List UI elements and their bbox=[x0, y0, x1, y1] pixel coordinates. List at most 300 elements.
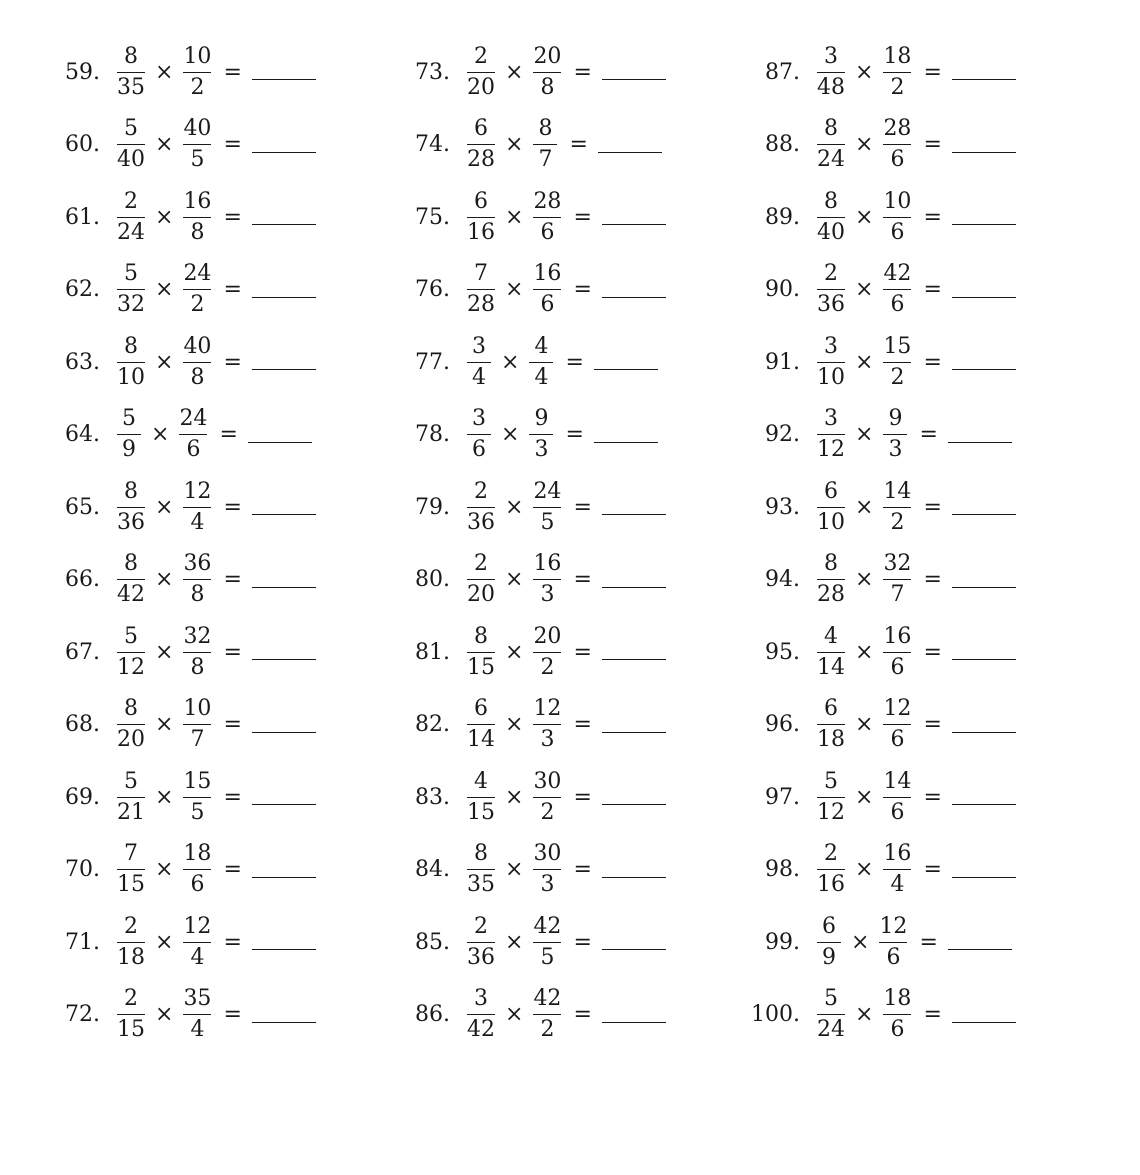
multiply-sign: × bbox=[155, 59, 174, 85]
answer-blank[interactable] bbox=[602, 731, 666, 733]
multiply-sign: × bbox=[855, 204, 874, 230]
problem-number: 66. bbox=[65, 567, 100, 593]
second-numerator: 32 bbox=[183, 623, 212, 649]
second-fraction bbox=[530, 694, 564, 755]
problem-number: 71. bbox=[65, 929, 100, 955]
equals-sign: = bbox=[573, 204, 592, 230]
equals-sign: = bbox=[573, 1002, 592, 1028]
problem-number: 70. bbox=[65, 857, 100, 883]
first-numerator: 8 bbox=[124, 43, 138, 69]
problem-row bbox=[350, 36, 666, 109]
second-numerator: 30 bbox=[533, 841, 562, 867]
answer-blank[interactable] bbox=[252, 586, 316, 588]
equals-sign: = bbox=[573, 784, 592, 810]
first-denominator: 48 bbox=[817, 74, 845, 100]
equals-sign: = bbox=[223, 567, 242, 593]
answer-blank[interactable] bbox=[252, 513, 316, 515]
answer-blank[interactable] bbox=[252, 151, 316, 153]
second-fraction bbox=[530, 259, 564, 320]
second-denominator: 6 bbox=[890, 654, 905, 680]
first-denominator: 12 bbox=[817, 799, 845, 825]
multiply-sign: × bbox=[155, 784, 174, 810]
equals-sign: = bbox=[223, 1002, 242, 1028]
multiply-sign: × bbox=[155, 929, 174, 955]
answer-blank[interactable] bbox=[602, 78, 666, 80]
problem-column-1 bbox=[0, 36, 316, 1051]
second-fraction bbox=[180, 114, 214, 175]
answer-blank[interactable] bbox=[252, 368, 316, 370]
first-denominator: 18 bbox=[117, 944, 145, 970]
first-numerator: 8 bbox=[824, 188, 838, 214]
problem-number: 82. bbox=[415, 712, 450, 738]
second-denominator: 8 bbox=[190, 654, 205, 680]
equals-sign: = bbox=[223, 857, 242, 883]
multiply-sign: × bbox=[505, 132, 524, 158]
answer-blank[interactable] bbox=[248, 441, 312, 443]
first-denominator: 6 bbox=[472, 437, 486, 463]
first-numerator: 8 bbox=[124, 696, 138, 722]
problem-number: 77. bbox=[415, 349, 450, 375]
first-numerator: 8 bbox=[474, 623, 488, 649]
second-fraction bbox=[880, 984, 914, 1045]
first-denominator: 9 bbox=[122, 437, 136, 463]
second-denominator: 2 bbox=[890, 509, 905, 535]
first-fraction bbox=[114, 187, 148, 248]
second-numerator: 10 bbox=[183, 43, 212, 69]
answer-blank[interactable] bbox=[602, 586, 666, 588]
second-numerator: 18 bbox=[883, 986, 912, 1012]
problem-number: 100. bbox=[751, 1002, 800, 1028]
first-numerator: 6 bbox=[474, 696, 488, 722]
multiply-sign: × bbox=[855, 712, 874, 738]
second-numerator: 9 bbox=[888, 406, 903, 432]
second-numerator: 36 bbox=[183, 551, 212, 577]
second-numerator: 30 bbox=[533, 768, 562, 794]
multiply-sign: × bbox=[155, 857, 174, 883]
problem-row bbox=[350, 906, 666, 979]
first-denominator: 10 bbox=[817, 509, 845, 535]
second-denominator: 6 bbox=[890, 727, 905, 753]
problem-row bbox=[350, 689, 666, 762]
answer-blank[interactable] bbox=[602, 513, 666, 515]
second-numerator: 16 bbox=[883, 623, 912, 649]
second-denominator: 6 bbox=[540, 292, 555, 318]
equals-sign: = bbox=[923, 349, 942, 375]
second-denominator: 3 bbox=[534, 437, 549, 463]
first-denominator: 12 bbox=[817, 437, 845, 463]
second-numerator: 42 bbox=[883, 261, 912, 287]
answer-blank[interactable] bbox=[948, 441, 1012, 443]
first-denominator: 16 bbox=[817, 872, 845, 898]
second-denominator: 2 bbox=[190, 292, 205, 318]
first-numerator: 4 bbox=[824, 623, 838, 649]
second-denominator: 6 bbox=[186, 437, 201, 463]
second-fraction bbox=[180, 477, 214, 538]
equals-sign: = bbox=[923, 132, 942, 158]
first-denominator: 14 bbox=[467, 727, 495, 753]
answer-blank[interactable] bbox=[602, 948, 666, 950]
first-numerator: 2 bbox=[824, 841, 838, 867]
problem-number: 83. bbox=[415, 784, 450, 810]
equals-sign: = bbox=[223, 929, 242, 955]
problem-row bbox=[700, 616, 1016, 689]
second-fraction bbox=[180, 694, 214, 755]
first-numerator: 8 bbox=[824, 551, 838, 577]
answer-blank[interactable] bbox=[252, 1021, 316, 1023]
answer-blank[interactable] bbox=[952, 78, 1016, 80]
first-denominator: 40 bbox=[117, 147, 145, 173]
second-numerator: 18 bbox=[183, 841, 212, 867]
answer-blank[interactable] bbox=[252, 296, 316, 298]
multiply-sign: × bbox=[505, 639, 524, 665]
second-denominator: 8 bbox=[190, 364, 205, 390]
second-denominator: 2 bbox=[540, 654, 555, 680]
first-denominator: 20 bbox=[467, 74, 495, 100]
equals-sign: = bbox=[923, 494, 942, 520]
first-denominator: 12 bbox=[117, 654, 145, 680]
equals-sign: = bbox=[223, 784, 242, 810]
first-denominator: 36 bbox=[467, 944, 495, 970]
first-numerator: 5 bbox=[124, 261, 138, 287]
answer-blank[interactable] bbox=[602, 1021, 666, 1023]
first-numerator: 2 bbox=[824, 261, 838, 287]
second-fraction bbox=[180, 259, 214, 320]
first-fraction bbox=[814, 839, 848, 900]
first-fraction bbox=[464, 404, 494, 465]
multiply-sign: × bbox=[151, 422, 170, 448]
first-fraction bbox=[814, 187, 848, 248]
multiply-sign: × bbox=[155, 1002, 174, 1028]
problem-row bbox=[0, 616, 316, 689]
first-denominator: 14 bbox=[817, 654, 845, 680]
second-numerator: 20 bbox=[533, 623, 562, 649]
second-denominator: 2 bbox=[540, 1017, 555, 1043]
second-denominator: 3 bbox=[540, 872, 555, 898]
first-numerator: 3 bbox=[474, 986, 488, 1012]
second-numerator: 18 bbox=[883, 43, 912, 69]
problem-row bbox=[350, 834, 666, 907]
second-fraction bbox=[180, 984, 214, 1045]
first-denominator: 15 bbox=[117, 872, 145, 898]
multiply-sign: × bbox=[155, 639, 174, 665]
first-numerator: 5 bbox=[124, 623, 138, 649]
first-fraction bbox=[814, 404, 848, 465]
problem-row bbox=[0, 834, 316, 907]
equals-sign: = bbox=[565, 349, 584, 375]
second-fraction bbox=[880, 259, 914, 320]
first-denominator: 28 bbox=[467, 147, 495, 173]
answer-blank[interactable] bbox=[952, 368, 1016, 370]
second-fraction bbox=[180, 912, 214, 973]
equals-sign: = bbox=[923, 857, 942, 883]
answer-blank[interactable] bbox=[952, 1021, 1016, 1023]
first-fraction bbox=[114, 404, 144, 465]
second-fraction bbox=[876, 912, 910, 973]
answer-blank[interactable] bbox=[602, 296, 666, 298]
answer-blank[interactable] bbox=[602, 876, 666, 878]
second-fraction bbox=[880, 839, 914, 900]
first-denominator: 24 bbox=[817, 1017, 845, 1043]
equals-sign: = bbox=[573, 277, 592, 303]
multiply-sign: × bbox=[155, 277, 174, 303]
multiply-sign: × bbox=[855, 1002, 874, 1028]
second-denominator: 7 bbox=[890, 582, 905, 608]
multiply-sign: × bbox=[505, 712, 524, 738]
first-fraction bbox=[464, 839, 498, 900]
problem-number: 68. bbox=[65, 712, 100, 738]
equals-sign: = bbox=[223, 639, 242, 665]
first-numerator: 5 bbox=[824, 986, 838, 1012]
second-numerator: 28 bbox=[533, 188, 562, 214]
first-numerator: 5 bbox=[124, 116, 138, 142]
second-fraction bbox=[530, 549, 564, 610]
problem-row bbox=[700, 399, 1016, 472]
answer-blank[interactable] bbox=[952, 296, 1016, 298]
second-fraction bbox=[530, 767, 564, 828]
problem-number: 92. bbox=[765, 422, 800, 448]
equals-sign: = bbox=[919, 422, 938, 448]
answer-blank[interactable] bbox=[252, 803, 316, 805]
second-numerator: 28 bbox=[883, 116, 912, 142]
first-numerator: 3 bbox=[824, 333, 838, 359]
second-fraction bbox=[526, 404, 556, 465]
equals-sign: = bbox=[923, 277, 942, 303]
multiply-sign: × bbox=[855, 857, 874, 883]
first-denominator: 36 bbox=[467, 509, 495, 535]
first-fraction bbox=[814, 259, 848, 320]
answer-blank[interactable] bbox=[952, 513, 1016, 515]
answer-blank[interactable] bbox=[594, 441, 658, 443]
first-denominator: 42 bbox=[467, 1017, 495, 1043]
equals-sign: = bbox=[569, 132, 588, 158]
problem-row bbox=[0, 906, 316, 979]
first-fraction bbox=[114, 549, 148, 610]
second-denominator: 4 bbox=[190, 944, 205, 970]
answer-blank[interactable] bbox=[952, 151, 1016, 153]
answer-blank[interactable] bbox=[252, 223, 316, 225]
first-numerator: 8 bbox=[124, 333, 138, 359]
first-denominator: 20 bbox=[117, 727, 145, 753]
multiply-sign: × bbox=[855, 59, 874, 85]
answer-blank[interactable] bbox=[598, 151, 662, 153]
multiply-sign: × bbox=[501, 349, 520, 375]
first-denominator: 9 bbox=[822, 944, 836, 970]
problem-row bbox=[0, 979, 316, 1052]
first-fraction bbox=[464, 332, 494, 393]
first-fraction bbox=[464, 984, 498, 1045]
first-fraction bbox=[814, 694, 848, 755]
first-fraction bbox=[464, 477, 498, 538]
first-numerator: 6 bbox=[474, 116, 488, 142]
answer-blank[interactable] bbox=[952, 658, 1016, 660]
problem-row bbox=[700, 906, 1016, 979]
first-fraction bbox=[464, 912, 498, 973]
second-fraction bbox=[526, 332, 556, 393]
problem-number: 84. bbox=[415, 857, 450, 883]
problem-number: 88. bbox=[765, 132, 800, 158]
first-fraction bbox=[114, 767, 148, 828]
first-numerator: 8 bbox=[124, 478, 138, 504]
second-fraction bbox=[530, 839, 564, 900]
first-numerator: 2 bbox=[124, 986, 138, 1012]
equals-sign: = bbox=[573, 639, 592, 665]
answer-blank[interactable] bbox=[594, 368, 658, 370]
first-denominator: 35 bbox=[467, 872, 495, 898]
multiply-sign: × bbox=[855, 132, 874, 158]
problem-row bbox=[350, 616, 666, 689]
multiply-sign: × bbox=[505, 929, 524, 955]
equals-sign: = bbox=[573, 59, 592, 85]
first-denominator: 42 bbox=[117, 582, 145, 608]
multiply-sign: × bbox=[851, 929, 870, 955]
second-denominator: 6 bbox=[890, 1017, 905, 1043]
second-numerator: 16 bbox=[183, 188, 212, 214]
first-fraction bbox=[814, 912, 844, 973]
problem-number: 93. bbox=[765, 494, 800, 520]
problem-number: 67. bbox=[65, 639, 100, 665]
problem-number: 65. bbox=[65, 494, 100, 520]
answer-blank[interactable] bbox=[952, 223, 1016, 225]
second-numerator: 12 bbox=[533, 696, 562, 722]
second-fraction bbox=[530, 114, 560, 175]
second-fraction bbox=[880, 332, 914, 393]
second-fraction bbox=[530, 42, 564, 103]
first-denominator: 40 bbox=[817, 219, 845, 245]
problem-number: 99. bbox=[765, 929, 800, 955]
first-fraction bbox=[114, 114, 148, 175]
problem-number: 81. bbox=[415, 639, 450, 665]
second-denominator: 4 bbox=[890, 872, 905, 898]
answer-blank[interactable] bbox=[602, 803, 666, 805]
first-numerator: 8 bbox=[824, 116, 838, 142]
problem-number: 63. bbox=[65, 349, 100, 375]
equals-sign: = bbox=[573, 857, 592, 883]
problem-row bbox=[700, 761, 1016, 834]
first-fraction bbox=[814, 42, 848, 103]
second-numerator: 15 bbox=[883, 333, 912, 359]
first-fraction bbox=[814, 622, 848, 683]
answer-blank[interactable] bbox=[252, 731, 316, 733]
first-denominator: 20 bbox=[467, 582, 495, 608]
first-numerator: 2 bbox=[474, 551, 488, 577]
first-numerator: 6 bbox=[824, 696, 838, 722]
second-fraction bbox=[880, 187, 914, 248]
answer-blank[interactable] bbox=[602, 658, 666, 660]
second-numerator: 32 bbox=[883, 551, 912, 577]
second-fraction bbox=[180, 622, 214, 683]
first-denominator: 28 bbox=[817, 582, 845, 608]
second-numerator: 24 bbox=[179, 406, 208, 432]
problem-row bbox=[700, 181, 1016, 254]
second-numerator: 9 bbox=[534, 406, 549, 432]
first-numerator: 2 bbox=[124, 188, 138, 214]
answer-blank[interactable] bbox=[252, 948, 316, 950]
answer-blank[interactable] bbox=[952, 586, 1016, 588]
problem-number: 74. bbox=[415, 132, 450, 158]
second-fraction bbox=[180, 839, 214, 900]
first-fraction bbox=[464, 114, 498, 175]
problem-number: 96. bbox=[765, 712, 800, 738]
second-numerator: 24 bbox=[533, 478, 562, 504]
multiply-sign: × bbox=[855, 422, 874, 448]
problem-number: 94. bbox=[765, 567, 800, 593]
problem-row bbox=[350, 979, 666, 1052]
first-fraction bbox=[114, 477, 148, 538]
first-fraction bbox=[464, 694, 498, 755]
answer-blank[interactable] bbox=[252, 876, 316, 878]
second-denominator: 5 bbox=[540, 944, 555, 970]
second-numerator: 12 bbox=[883, 696, 912, 722]
problem-column-3 bbox=[700, 36, 1016, 1051]
problem-number: 62. bbox=[65, 277, 100, 303]
second-denominator: 8 bbox=[540, 74, 555, 100]
first-denominator: 32 bbox=[117, 292, 145, 318]
equals-sign: = bbox=[573, 712, 592, 738]
answer-blank[interactable] bbox=[602, 223, 666, 225]
answer-blank[interactable] bbox=[952, 803, 1016, 805]
first-denominator: 28 bbox=[467, 292, 495, 318]
answer-blank[interactable] bbox=[948, 948, 1012, 950]
problem-number: 87. bbox=[765, 59, 800, 85]
first-numerator: 7 bbox=[474, 261, 488, 287]
problem-number: 69. bbox=[65, 784, 100, 810]
problem-row bbox=[0, 761, 316, 834]
first-denominator: 18 bbox=[817, 727, 845, 753]
first-numerator: 2 bbox=[474, 913, 488, 939]
second-numerator: 40 bbox=[183, 333, 212, 359]
first-denominator: 15 bbox=[117, 1017, 145, 1043]
multiply-sign: × bbox=[505, 857, 524, 883]
second-denominator: 8 bbox=[190, 219, 205, 245]
first-denominator: 24 bbox=[117, 219, 145, 245]
first-fraction bbox=[114, 332, 148, 393]
first-fraction bbox=[464, 187, 498, 248]
equals-sign: = bbox=[919, 929, 938, 955]
multiply-sign: × bbox=[505, 494, 524, 520]
second-numerator: 16 bbox=[883, 841, 912, 867]
second-fraction bbox=[530, 912, 564, 973]
first-numerator: 6 bbox=[474, 188, 488, 214]
answer-blank[interactable] bbox=[252, 658, 316, 660]
second-numerator: 12 bbox=[183, 478, 212, 504]
multiply-sign: × bbox=[155, 712, 174, 738]
problem-number: 76. bbox=[415, 277, 450, 303]
second-fraction bbox=[180, 549, 214, 610]
problem-row bbox=[350, 326, 666, 399]
first-denominator: 10 bbox=[817, 364, 845, 390]
equals-sign: = bbox=[923, 567, 942, 593]
answer-blank[interactable] bbox=[952, 876, 1016, 878]
problem-row bbox=[0, 326, 316, 399]
first-numerator: 4 bbox=[474, 768, 488, 794]
second-denominator: 6 bbox=[540, 219, 555, 245]
answer-blank[interactable] bbox=[252, 78, 316, 80]
multiply-sign: × bbox=[505, 567, 524, 593]
first-denominator: 15 bbox=[467, 654, 495, 680]
second-denominator: 4 bbox=[190, 1017, 205, 1043]
problem-number: 59. bbox=[65, 59, 100, 85]
second-fraction bbox=[530, 622, 564, 683]
second-denominator: 7 bbox=[538, 147, 553, 173]
first-numerator: 7 bbox=[124, 841, 138, 867]
answer-blank[interactable] bbox=[952, 731, 1016, 733]
first-numerator: 8 bbox=[474, 841, 488, 867]
problem-row bbox=[0, 181, 316, 254]
problem-number: 79. bbox=[415, 494, 450, 520]
second-fraction bbox=[530, 187, 564, 248]
first-numerator: 5 bbox=[122, 406, 136, 432]
multiply-sign: × bbox=[855, 639, 874, 665]
